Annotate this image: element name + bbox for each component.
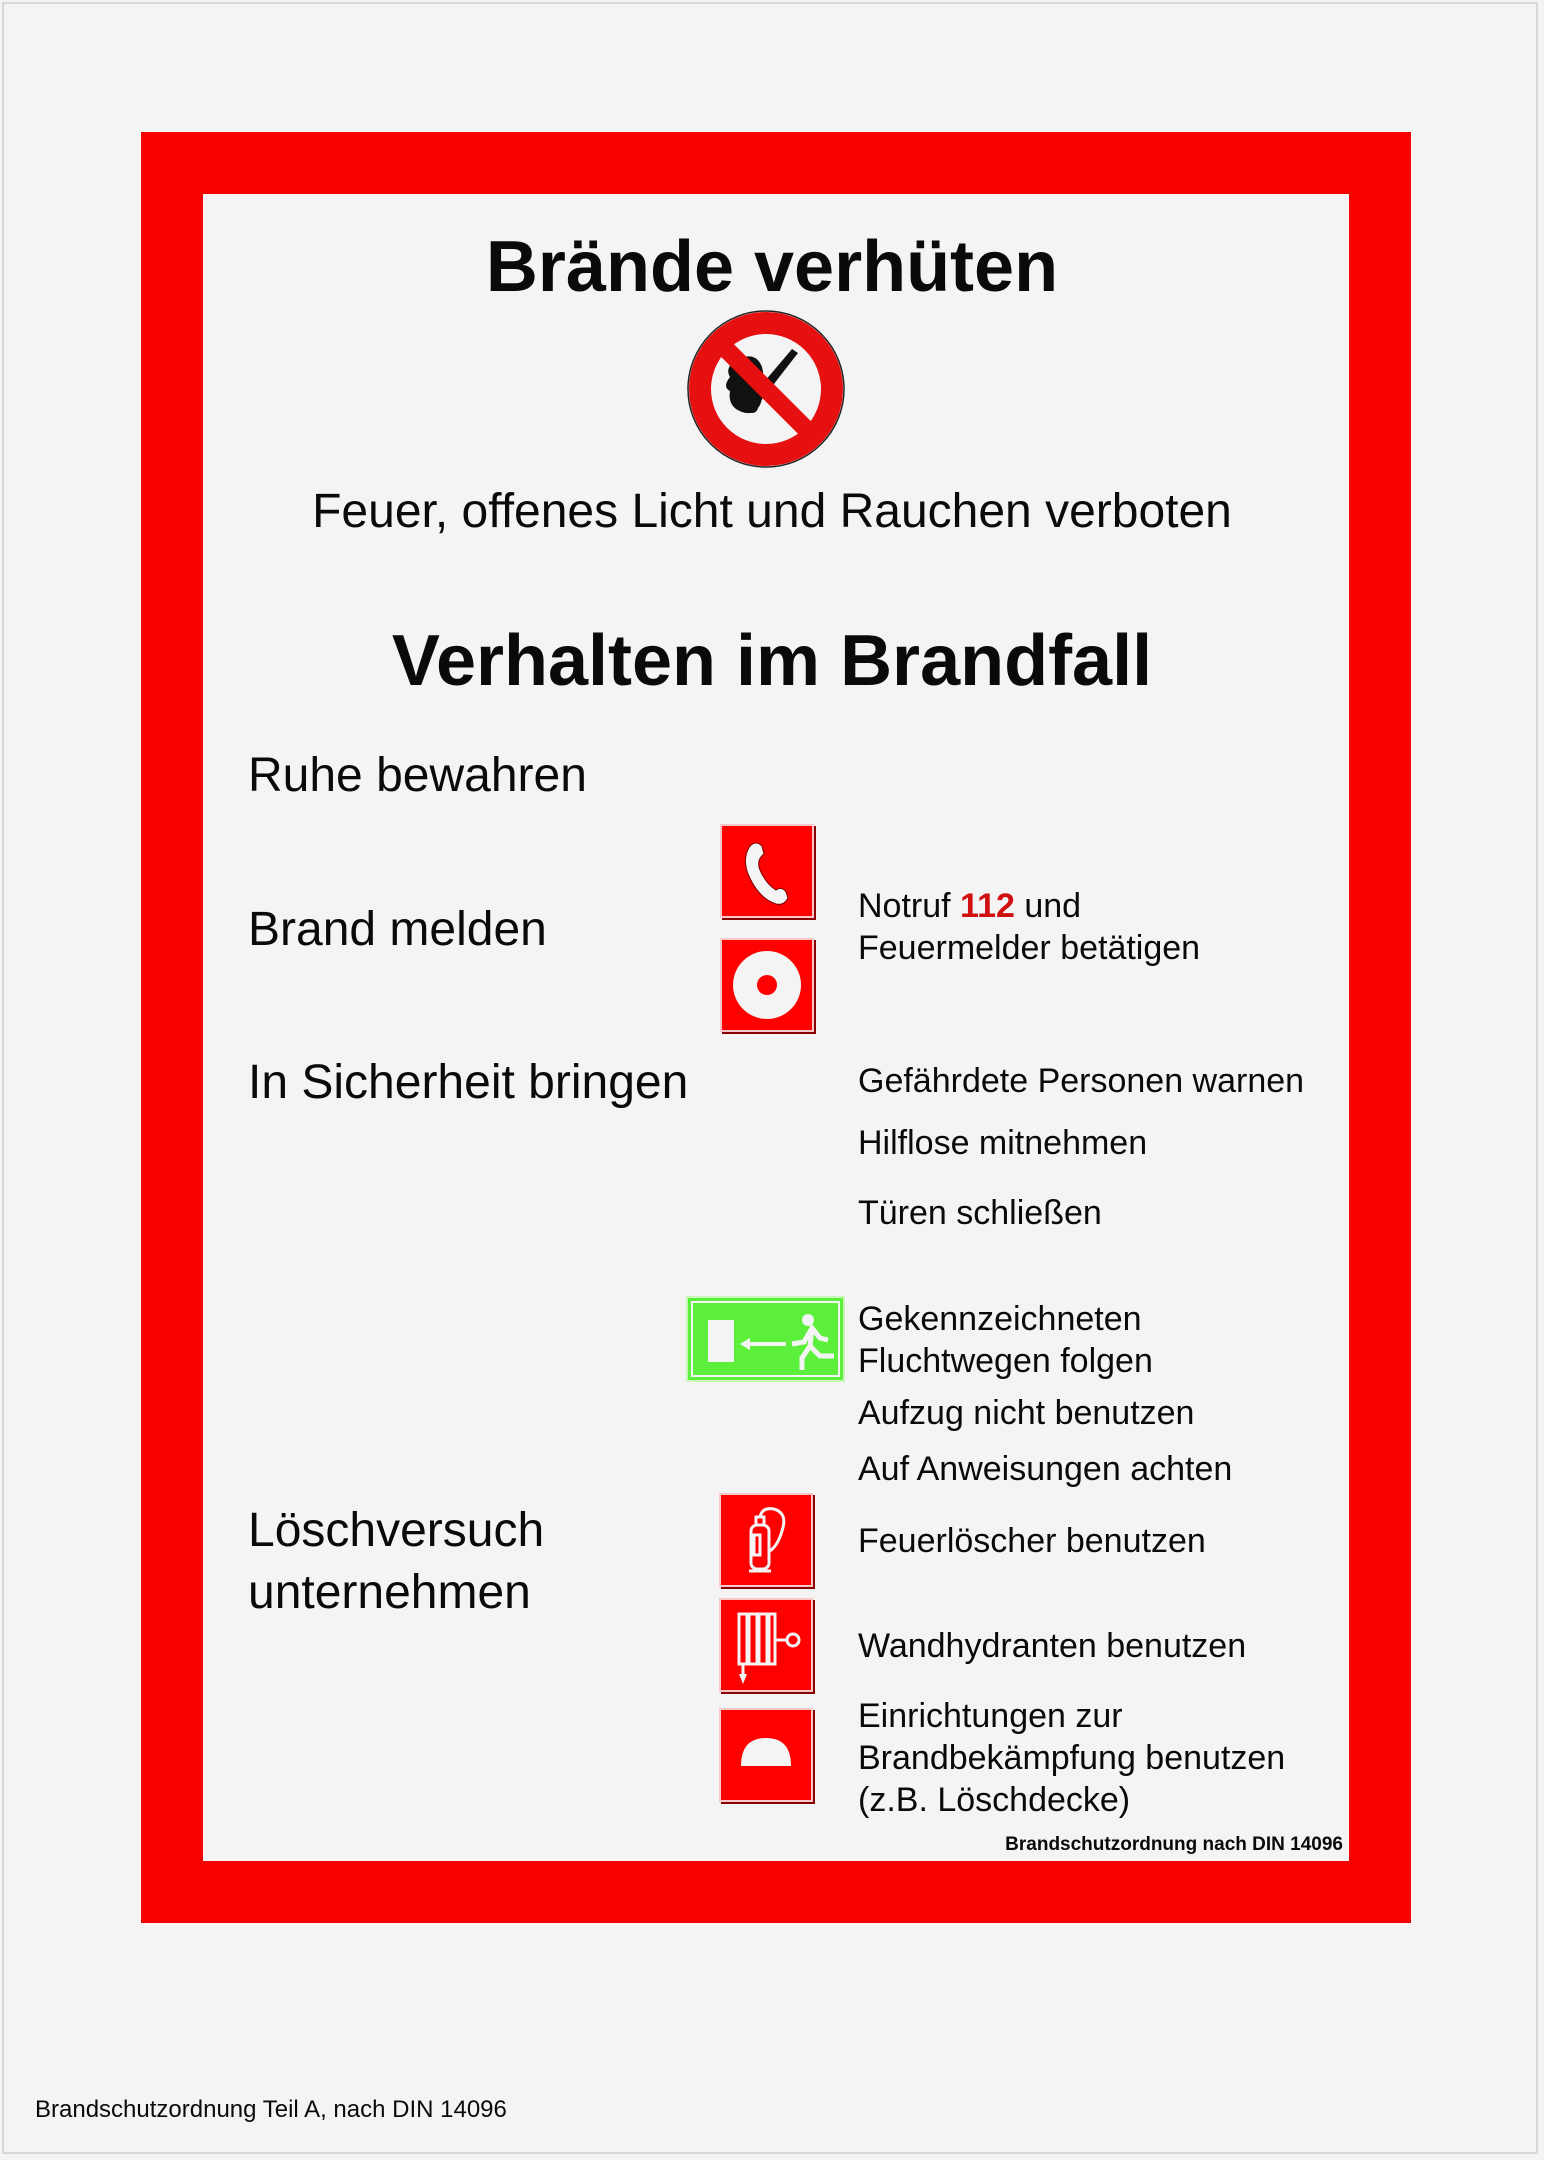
no-open-flame-icon — [686, 309, 846, 469]
fire-extinguisher-icon — [721, 1495, 811, 1585]
label-report-fire: Brand melden — [248, 903, 547, 956]
label-attempt-extinguish — [248, 1500, 544, 1624]
safety-item: Hilflose mitnehmen — [858, 1124, 1148, 1162]
extinguish-item-line: Brandbekämpfung benutzen — [858, 1739, 1286, 1777]
fire-alarm-icon — [722, 940, 812, 1030]
fire-blanket-icon — [721, 1710, 811, 1800]
emergency-call-prefix: Notruf — [858, 887, 951, 925]
safety-item: Aufzug nicht benutzen — [858, 1394, 1195, 1432]
fire-alarm-text: Feuermelder betätigen — [858, 929, 1201, 967]
safety-item — [858, 1298, 1153, 1382]
phone-icon — [722, 826, 812, 916]
title-fire-behavior: Verhalten im Brandfall — [391, 621, 1153, 701]
emergency-call-suffix: und — [1024, 887, 1082, 925]
prohibition-caption: Feuer, offenes Licht und Rauchen verboten — [312, 485, 1232, 538]
label-get-to-safety: In Sicherheit bringen — [248, 1056, 689, 1109]
safety-item: Auf Anweisungen achten — [858, 1450, 1233, 1488]
emergency-exit-icon — [688, 1298, 843, 1380]
label-line: Löschversuch — [248, 1504, 545, 1557]
extinguish-item: Feuerlöscher benutzen — [858, 1522, 1206, 1560]
inner-footnote: Brandschutzordnung nach DIN 14096 — [1005, 1834, 1343, 1855]
label-stay-calm: Ruhe bewahren — [248, 749, 587, 802]
extinguish-item-line: (z.B. Löschdecke) — [858, 1781, 1131, 1819]
title-prevent-fires: Brände verhüten — [485, 227, 1059, 307]
safety-item-line: Fluchtwegen folgen — [858, 1342, 1153, 1380]
page-footer: Brandschutzordnung Teil A, nach DIN 14096 — [35, 2096, 507, 2123]
safety-item-line: Gekennzeichneten — [858, 1300, 1142, 1338]
label-line: unternehmen — [248, 1566, 531, 1619]
emergency-number: 112 — [960, 887, 1015, 925]
safety-item: Türen schließen — [858, 1194, 1102, 1232]
extinguish-item: Wandhydranten benutzen — [858, 1627, 1247, 1665]
extinguish-item — [858, 1695, 1285, 1821]
wall-hydrant-icon — [721, 1600, 811, 1690]
report-fire-text — [858, 885, 1200, 969]
safety-item: Gefährdete Personen warnen — [858, 1062, 1305, 1100]
extinguish-item-line: Einrichtungen zur — [858, 1697, 1123, 1735]
